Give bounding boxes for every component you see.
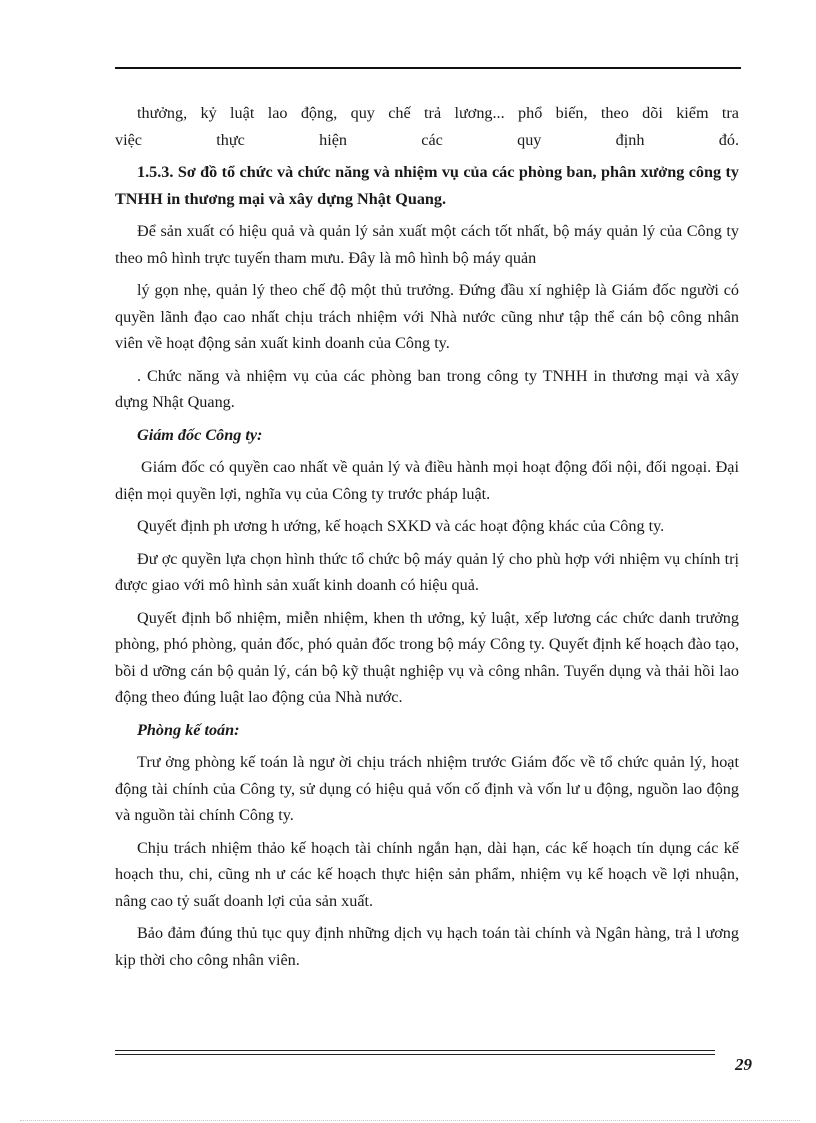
- header-rule: [115, 67, 741, 69]
- role-heading-director: Giám đốc Công ty:: [137, 425, 263, 444]
- paragraph: Quyết định ph ương h ướng, kế hoạch SXKD và các hoạt động khác của Công ty.: [137, 517, 665, 535]
- paragraph: Đư ợc quyền lựa chọn hình thức tổ chức bộ máy quản lý cho phù hợp với nhiệm vụ chính trị được giao với mô hình sản xuất kinh doanh có hiệu quả.: [115, 549, 739, 594]
- paragraph: Bảo đảm đúng thủ tục quy định những dịch vụ hạch toán tài chính và Ngân hàng, trả l ương kịp thời cho công nhân viên.: [115, 924, 739, 969]
- paragraph: . Chức năng và nhiệm vụ của các phòng ban trong công ty TNHH in thương mại và xây dựng Nhật Quang.: [115, 366, 739, 411]
- paragraph-continuation: [115, 100, 739, 153]
- role-heading-accounting: Phòng kế toán:: [137, 720, 240, 739]
- section-heading: 1.5.3. Sơ đồ tổ chức và chức năng và nhiệm vụ của các phòng ban, phân xưởng công ty TNHH in thương mại và xây dựng Nhật Quang.: [115, 163, 739, 208]
- paragraph: Quyết định bổ nhiệm, miễn nhiệm, khen th ưởng, kỷ luật, xếp lương các chức danh trưởng phòng, phó phòng, quản đốc, phó quản đốc trong bộ máy Công ty. Quyết định kế hoạch đào tạo, bồi d ưỡng cán bộ quản lý, cán bộ kỹ thuật nghiệp vụ và công nhân. Tuyển dụng và thải hồi lao động theo đúng luật lao động của Nhà nước.: [115, 608, 739, 706]
- paragraph: lý gọn nhẹ, quản lý theo chế độ một thủ trưởng. Đứng đầu xí nghiệp là Giám đốc người có quyền lãnh đạo cao nhất chịu trách nhiệm với Nhà nước cũng như tập thể cán bộ công nhân viên về hoạt động sản xuất kinh doanh của Công ty.: [115, 281, 739, 352]
- page-edge-divider: [20, 1120, 800, 1121]
- paragraph: Để sản xuất có hiệu quả và quản lý sản xuất một cách tốt nhất, bộ máy quản lý của Công ty theo mô hình trực tuyến tham mưu. Đây là mô hình bộ máy quản: [115, 222, 739, 267]
- paragraph: Giám đốc có quyền cao nhất về quản lý và điều hành mọi hoạt động đối nội, đối ngoại. Đại diện mọi quyền lợi, nghĩa vụ của Công ty trước pháp luật.: [115, 458, 739, 503]
- paragraph: Trư ởng phòng kế toán là ngư ời chịu trách nhiệm trước Giám đốc về tổ chức quản lý, hoạt động tài chính của Công ty, sử dụng có hiệu quả vốn cố định và vốn lư u động, nguồn lao động và nguồn tài chính Công ty.: [115, 753, 739, 824]
- paragraph-line: việc thực hiện các quy định đó.: [115, 130, 739, 149]
- page-body: [115, 100, 739, 979]
- paragraph-line: thưởng, kỷ luật lao động, quy chế trả lương... phổ biến, theo dõi kiểm tra: [137, 104, 739, 122]
- footer-rule: [115, 1050, 715, 1055]
- page-number: 29: [735, 1055, 752, 1074]
- paragraph: Chịu trách nhiệm thảo kế hoạch tài chính ngắn hạn, dài hạn, các kế hoạch tín dụng các kế hoạch thu, chi, cũng nh ư các kế hoạch thực hiện sản phẩm, nhiệm vụ kế hoạch về lợi nhuận, nâng cao tỷ suất doanh lợi của sản xuất.: [115, 838, 739, 910]
